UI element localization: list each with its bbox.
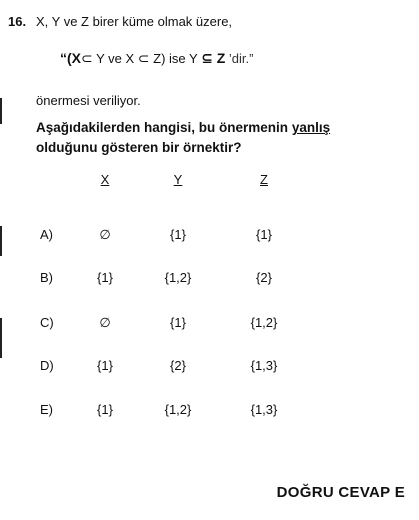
prompt-underlined-word: yanlış bbox=[291, 120, 331, 135]
correct-answer: DOĞRU CEVAP E bbox=[276, 484, 405, 501]
question-stem: X, Y ve Z birer küme olmak üzere, bbox=[36, 14, 233, 29]
prompt-text: olduğunu gösteren bir örnektir? bbox=[36, 140, 242, 155]
statement-text: önermesi veriliyor. bbox=[36, 93, 141, 108]
premise bbox=[60, 50, 253, 67]
cell-y: {2} bbox=[170, 358, 186, 373]
cell-x: {1} bbox=[97, 358, 113, 373]
option-label: E) bbox=[40, 402, 53, 417]
column-header-z: Z bbox=[260, 172, 268, 187]
column-header-x: X bbox=[100, 172, 110, 187]
premise-part: Z) ise Y bbox=[149, 51, 202, 66]
cell-y: {1} bbox=[170, 315, 186, 330]
cell-x: ∅ bbox=[99, 227, 111, 242]
margin-mark bbox=[0, 98, 2, 124]
premise-part: Z bbox=[212, 50, 226, 66]
option-row-a[interactable] bbox=[0, 227, 419, 247]
cell-z: {1,2} bbox=[250, 315, 278, 330]
cell-z: {1,3} bbox=[250, 402, 278, 417]
premise-tail: ’dir.” bbox=[225, 51, 254, 66]
cell-y: {1,2} bbox=[164, 270, 192, 285]
option-label: B) bbox=[40, 270, 53, 285]
cell-y: {1} bbox=[170, 227, 186, 242]
question-prompt bbox=[36, 118, 376, 158]
cell-z: {1} bbox=[256, 227, 272, 242]
premise-part: Y ve X bbox=[92, 51, 138, 66]
column-header-y: Y bbox=[173, 172, 183, 187]
option-label: A) bbox=[40, 227, 53, 242]
cell-x: {1} bbox=[97, 402, 113, 417]
premise-open-quote: “ bbox=[60, 50, 67, 66]
option-row-d[interactable] bbox=[0, 358, 419, 378]
option-row-c[interactable] bbox=[0, 315, 419, 335]
cell-z: {1,3} bbox=[250, 358, 278, 373]
subset-symbol: ⊂ bbox=[137, 50, 150, 66]
option-row-e[interactable] bbox=[0, 402, 419, 422]
option-label: C) bbox=[40, 315, 54, 330]
question-number: 16. bbox=[8, 14, 27, 29]
subset-symbol: ⊂ bbox=[81, 50, 93, 66]
prompt-text: Aşağıdakilerden hangisi, bu önermenin bbox=[36, 120, 292, 135]
cell-z: {2} bbox=[256, 270, 272, 285]
premise-part: (X bbox=[67, 50, 81, 66]
cell-x: ∅ bbox=[99, 315, 111, 330]
subset-eq-symbol: ⊆ bbox=[201, 50, 213, 66]
option-label: D) bbox=[40, 358, 54, 373]
cell-x: {1} bbox=[97, 270, 113, 285]
cell-y: {1,2} bbox=[164, 402, 192, 417]
option-row-b[interactable] bbox=[0, 270, 419, 290]
